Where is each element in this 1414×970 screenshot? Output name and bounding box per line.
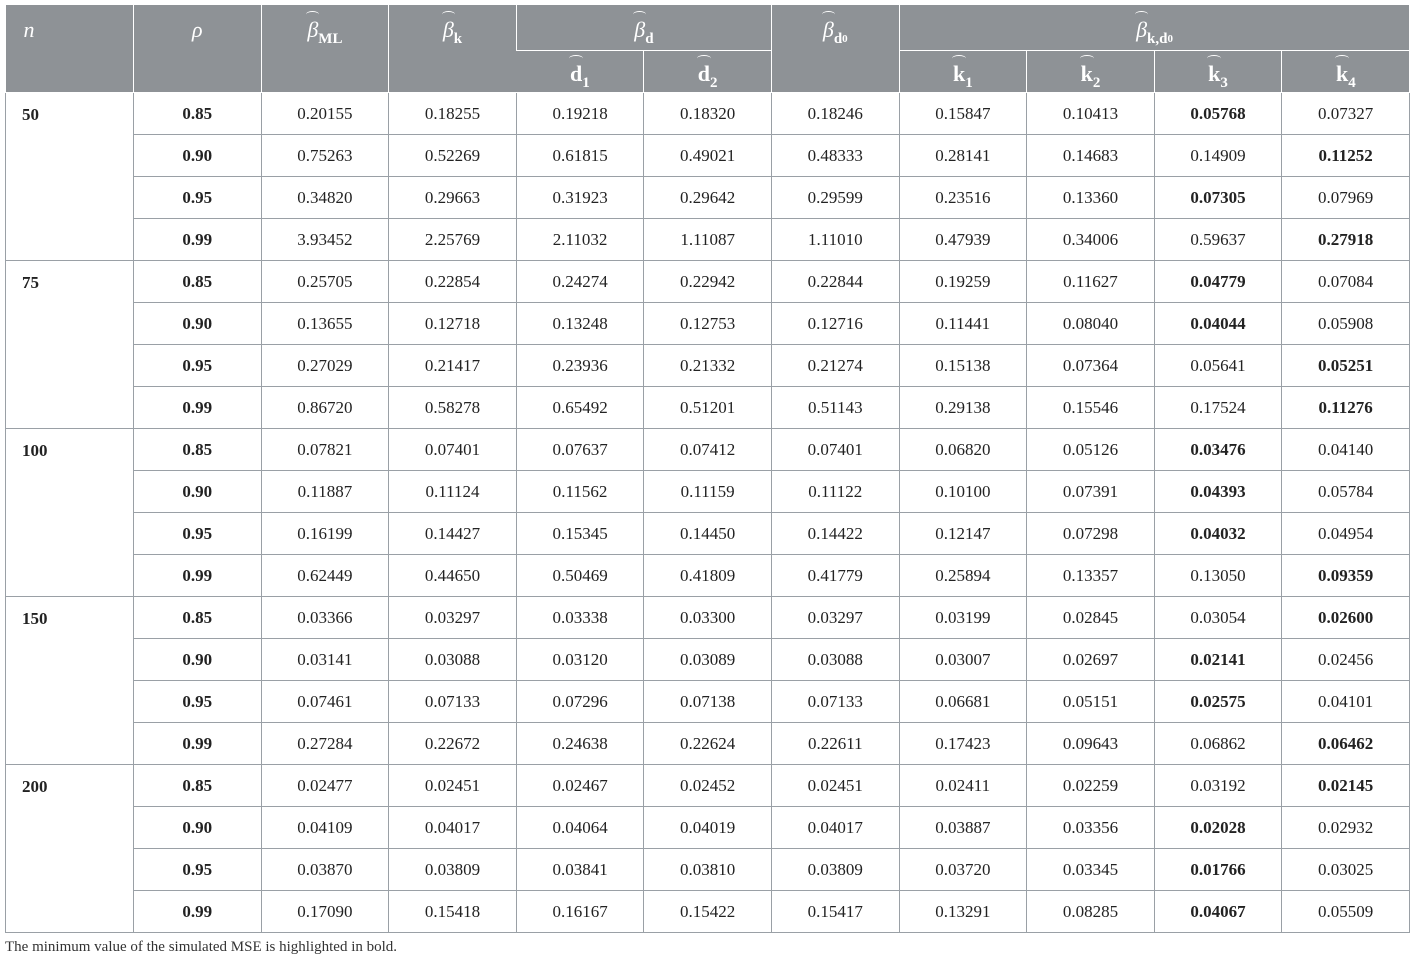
- mse-value-cell: 0.14422: [771, 513, 899, 555]
- mse-value-cell: 0.25894: [899, 555, 1027, 597]
- mse-value-cell: 0.09643: [1027, 723, 1155, 765]
- mse-value-cell: 0.04393: [1154, 471, 1282, 513]
- rho-cell: 0.85: [134, 261, 262, 303]
- mse-value-cell: 0.59637: [1154, 219, 1282, 261]
- mse-value-cell: 0.03297: [389, 597, 517, 639]
- mse-value-cell: 0.15847: [899, 93, 1027, 135]
- mse-value-cell: 0.13655: [261, 303, 389, 345]
- mse-value-cell: 0.04032: [1154, 513, 1282, 555]
- mse-value-cell: 0.03809: [389, 849, 517, 891]
- mse-value-cell: 0.62449: [261, 555, 389, 597]
- rho-cell: 0.85: [134, 765, 262, 807]
- mse-value-cell: 0.23516: [899, 177, 1027, 219]
- mse-value-cell: 0.13248: [516, 303, 644, 345]
- mse-value-cell: 0.11627: [1027, 261, 1155, 303]
- mse-value-cell: 0.29599: [771, 177, 899, 219]
- mse-value-cell: 0.06862: [1154, 723, 1282, 765]
- mse-value-cell: 0.19218: [516, 93, 644, 135]
- mse-value-cell: 1.11010: [771, 219, 899, 261]
- mse-value-cell: 0.07401: [771, 429, 899, 471]
- table-row: [6, 681, 1410, 723]
- header-beta-d: $\beta_d$: [516, 5, 771, 51]
- mse-value-cell: 0.34820: [261, 177, 389, 219]
- mse-value-cell: 0.03476: [1154, 429, 1282, 471]
- mse-value-cell: 0.06681: [899, 681, 1027, 723]
- mse-value-cell: 0.14450: [644, 513, 772, 555]
- mse-value-cell: 0.05768: [1154, 93, 1282, 135]
- mse-value-cell: 0.03345: [1027, 849, 1155, 891]
- mse-value-cell: 0.12718: [389, 303, 517, 345]
- mse-value-cell: 0.03870: [261, 849, 389, 891]
- mse-value-cell: 0.03199: [899, 597, 1027, 639]
- mse-value-cell: 0.07327: [1282, 93, 1410, 135]
- mse-value-cell: 0.24638: [516, 723, 644, 765]
- mse-value-cell: 0.03338: [516, 597, 644, 639]
- table-row: [6, 387, 1410, 429]
- mse-value-cell: 0.07305: [1154, 177, 1282, 219]
- table-row: [6, 261, 1410, 303]
- header-rho: ρ: [134, 5, 262, 93]
- mse-value-cell: 0.22844: [771, 261, 899, 303]
- table-row: [6, 597, 1410, 639]
- mse-value-cell: 3.93452: [261, 219, 389, 261]
- header-beta-ml: $\beta_{ML}$: [261, 5, 389, 93]
- mse-value-cell: 0.24274: [516, 261, 644, 303]
- rho-cell: 0.99: [134, 555, 262, 597]
- mse-value-cell: 0.31923: [516, 177, 644, 219]
- mse-value-cell: 0.13050: [1154, 555, 1282, 597]
- table-row: [6, 345, 1410, 387]
- mse-value-cell: 0.11124: [389, 471, 517, 513]
- mse-value-cell: 0.20155: [261, 93, 389, 135]
- table-row: [6, 513, 1410, 555]
- rho-cell: 0.90: [134, 639, 262, 681]
- mse-value-cell: 0.29138: [899, 387, 1027, 429]
- mse-value-cell: 0.15345: [516, 513, 644, 555]
- mse-value-cell: 0.04017: [389, 807, 517, 849]
- mse-value-cell: 0.03720: [899, 849, 1027, 891]
- mse-value-cell: 0.50469: [516, 555, 644, 597]
- mse-results-table: [5, 5, 1410, 933]
- mse-value-cell: 0.04109: [261, 807, 389, 849]
- mse-value-cell: 0.15418: [389, 891, 517, 933]
- rho-cell: 0.99: [134, 891, 262, 933]
- mse-value-cell: 0.12716: [771, 303, 899, 345]
- mse-value-cell: 0.02467: [516, 765, 644, 807]
- mse-value-cell: 0.04064: [516, 807, 644, 849]
- mse-value-cell: 0.03841: [516, 849, 644, 891]
- rho-cell: 0.95: [134, 849, 262, 891]
- mse-value-cell: 0.22854: [389, 261, 517, 303]
- mse-value-cell: 0.02932: [1282, 807, 1410, 849]
- table-row: [6, 723, 1410, 765]
- mse-value-cell: 0.04954: [1282, 513, 1410, 555]
- mse-value-cell: 0.07821: [261, 429, 389, 471]
- sample-size-cell: 150: [6, 597, 134, 765]
- header-beta-d0: $\beta_{d0}$: [771, 5, 899, 93]
- mse-value-cell: 0.03297: [771, 597, 899, 639]
- mse-value-cell: 0.18255: [389, 93, 517, 135]
- mse-value-cell: 0.27918: [1282, 219, 1410, 261]
- table-body: [6, 93, 1410, 933]
- mse-value-cell: 0.02477: [261, 765, 389, 807]
- mse-value-cell: 0.08285: [1027, 891, 1155, 933]
- mse-value-cell: 0.03809: [771, 849, 899, 891]
- mse-value-cell: 0.16167: [516, 891, 644, 933]
- mse-value-cell: 0.05908: [1282, 303, 1410, 345]
- mse-value-cell: 0.07298: [1027, 513, 1155, 555]
- mse-value-cell: 0.23936: [516, 345, 644, 387]
- mse-value-cell: 0.03810: [644, 849, 772, 891]
- rho-cell: 0.90: [134, 303, 262, 345]
- table-footnote: The minimum value of the simulated MSE is highlighted in bold.: [5, 939, 398, 955]
- mse-value-cell: 0.02575: [1154, 681, 1282, 723]
- mse-value-cell: 2.11032: [516, 219, 644, 261]
- mse-value-cell: 0.07138: [644, 681, 772, 723]
- header-d1: $d_1$: [516, 51, 644, 93]
- mse-value-cell: 0.03192: [1154, 765, 1282, 807]
- rho-cell: 0.95: [134, 345, 262, 387]
- mse-value-cell: 0.03088: [771, 639, 899, 681]
- header-beta-k: $\beta_k$: [389, 5, 517, 93]
- mse-value-cell: 0.02451: [389, 765, 517, 807]
- table-row: [6, 807, 1410, 849]
- mse-value-cell: 0.06462: [1282, 723, 1410, 765]
- mse-value-cell: 0.10100: [899, 471, 1027, 513]
- mse-value-cell: 0.34006: [1027, 219, 1155, 261]
- mse-value-cell: 0.07084: [1282, 261, 1410, 303]
- mse-value-cell: 0.11122: [771, 471, 899, 513]
- mse-value-cell: 0.17090: [261, 891, 389, 933]
- mse-value-cell: 0.41779: [771, 555, 899, 597]
- mse-value-cell: 0.75263: [261, 135, 389, 177]
- mse-value-cell: 0.14909: [1154, 135, 1282, 177]
- mse-value-cell: 0.07133: [389, 681, 517, 723]
- mse-value-cell: 0.02141: [1154, 639, 1282, 681]
- mse-value-cell: 0.04779: [1154, 261, 1282, 303]
- mse-value-cell: 0.06820: [899, 429, 1027, 471]
- mse-value-cell: 0.22624: [644, 723, 772, 765]
- mse-value-cell: 0.48333: [771, 135, 899, 177]
- mse-value-cell: 0.49021: [644, 135, 772, 177]
- mse-value-cell: 0.11276: [1282, 387, 1410, 429]
- mse-value-cell: 0.02845: [1027, 597, 1155, 639]
- mse-value-cell: 0.05784: [1282, 471, 1410, 513]
- mse-value-cell: 0.05126: [1027, 429, 1155, 471]
- mse-value-cell: 0.07364: [1027, 345, 1155, 387]
- mse-value-cell: 0.03025: [1282, 849, 1410, 891]
- rho-cell: 0.85: [134, 429, 262, 471]
- mse-value-cell: 0.11887: [261, 471, 389, 513]
- table-row: [6, 639, 1410, 681]
- rho-cell: 0.99: [134, 219, 262, 261]
- mse-value-cell: 0.02259: [1027, 765, 1155, 807]
- mse-value-cell: 1.11087: [644, 219, 772, 261]
- mse-value-cell: 0.03300: [644, 597, 772, 639]
- header-k1: $k_1$: [899, 51, 1027, 93]
- mse-value-cell: 0.07461: [261, 681, 389, 723]
- mse-value-cell: 0.07391: [1027, 471, 1155, 513]
- mse-value-cell: 0.03356: [1027, 807, 1155, 849]
- mse-value-cell: 0.29642: [644, 177, 772, 219]
- mse-value-cell: 0.07401: [389, 429, 517, 471]
- mse-value-cell: 0.02452: [644, 765, 772, 807]
- mse-value-cell: 0.11441: [899, 303, 1027, 345]
- mse-value-cell: 0.04019: [644, 807, 772, 849]
- table-row: [6, 303, 1410, 345]
- mse-value-cell: 0.04017: [771, 807, 899, 849]
- results-table-container: [5, 5, 1409, 956]
- mse-value-cell: 0.08040: [1027, 303, 1155, 345]
- table-row: [6, 93, 1410, 135]
- mse-value-cell: 0.07637: [516, 429, 644, 471]
- mse-value-cell: 0.02145: [1282, 765, 1410, 807]
- mse-value-cell: 0.04067: [1154, 891, 1282, 933]
- rho-cell: 0.95: [134, 681, 262, 723]
- mse-value-cell: 0.07133: [771, 681, 899, 723]
- mse-value-cell: 0.05509: [1282, 891, 1410, 933]
- mse-value-cell: 0.12147: [899, 513, 1027, 555]
- mse-value-cell: 0.10413: [1027, 93, 1155, 135]
- mse-value-cell: 0.03007: [899, 639, 1027, 681]
- rho-cell: 0.99: [134, 387, 262, 429]
- mse-value-cell: 0.15417: [771, 891, 899, 933]
- mse-value-cell: 0.27029: [261, 345, 389, 387]
- sample-size-cell: 200: [6, 765, 134, 933]
- mse-value-cell: 0.16199: [261, 513, 389, 555]
- table-row: [6, 429, 1410, 471]
- table-row: [6, 177, 1410, 219]
- table-row: [6, 219, 1410, 261]
- mse-value-cell: 0.21274: [771, 345, 899, 387]
- rho-cell: 0.95: [134, 513, 262, 555]
- mse-value-cell: 0.11562: [516, 471, 644, 513]
- mse-value-cell: 0.51201: [644, 387, 772, 429]
- mse-value-cell: 0.17423: [899, 723, 1027, 765]
- rho-cell: 0.95: [134, 177, 262, 219]
- rho-cell: 0.85: [134, 93, 262, 135]
- mse-value-cell: 0.05251: [1282, 345, 1410, 387]
- header-k2: $k_2$: [1027, 51, 1155, 93]
- rho-cell: 0.90: [134, 471, 262, 513]
- table-row: [6, 135, 1410, 177]
- mse-value-cell: 0.21332: [644, 345, 772, 387]
- mse-value-cell: 0.03366: [261, 597, 389, 639]
- mse-value-cell: 0.19259: [899, 261, 1027, 303]
- mse-value-cell: 0.15138: [899, 345, 1027, 387]
- mse-value-cell: 0.14427: [389, 513, 517, 555]
- mse-value-cell: 0.07296: [516, 681, 644, 723]
- rho-cell: 0.90: [134, 135, 262, 177]
- mse-value-cell: 0.11252: [1282, 135, 1410, 177]
- mse-value-cell: 0.61815: [516, 135, 644, 177]
- table-header: [6, 5, 1410, 93]
- mse-value-cell: 0.03141: [261, 639, 389, 681]
- mse-value-cell: 0.22942: [644, 261, 772, 303]
- mse-value-cell: 0.47939: [899, 219, 1027, 261]
- mse-value-cell: 0.05151: [1027, 681, 1155, 723]
- table-row: [6, 555, 1410, 597]
- rho-cell: 0.90: [134, 807, 262, 849]
- mse-value-cell: 0.15546: [1027, 387, 1155, 429]
- table-row: [6, 471, 1410, 513]
- mse-value-cell: 0.02028: [1154, 807, 1282, 849]
- sample-size-cell: 75: [6, 261, 134, 429]
- mse-value-cell: 0.27284: [261, 723, 389, 765]
- mse-value-cell: 0.15422: [644, 891, 772, 933]
- mse-value-cell: 0.05641: [1154, 345, 1282, 387]
- mse-value-cell: 0.04101: [1282, 681, 1410, 723]
- mse-value-cell: 0.03089: [644, 639, 772, 681]
- mse-value-cell: 0.07969: [1282, 177, 1410, 219]
- mse-value-cell: 0.65492: [516, 387, 644, 429]
- mse-value-cell: 0.02451: [771, 765, 899, 807]
- table-row: [6, 765, 1410, 807]
- mse-value-cell: 2.25769: [389, 219, 517, 261]
- mse-value-cell: 0.18320: [644, 93, 772, 135]
- mse-value-cell: 0.14683: [1027, 135, 1155, 177]
- rho-cell: 0.99: [134, 723, 262, 765]
- mse-value-cell: 0.02411: [899, 765, 1027, 807]
- mse-value-cell: 0.41809: [644, 555, 772, 597]
- mse-value-cell: 0.09359: [1282, 555, 1410, 597]
- sample-size-cell: 100: [6, 429, 134, 597]
- mse-value-cell: 0.03054: [1154, 597, 1282, 639]
- header-d2: $d_2$: [644, 51, 772, 93]
- mse-value-cell: 0.25705: [261, 261, 389, 303]
- sample-size-cell: 50: [6, 93, 134, 261]
- table-row: [6, 891, 1410, 933]
- mse-value-cell: 0.22672: [389, 723, 517, 765]
- mse-value-cell: 0.52269: [389, 135, 517, 177]
- mse-value-cell: 0.86720: [261, 387, 389, 429]
- mse-value-cell: 0.04140: [1282, 429, 1410, 471]
- mse-value-cell: 0.13357: [1027, 555, 1155, 597]
- mse-value-cell: 0.58278: [389, 387, 517, 429]
- mse-value-cell: 0.21417: [389, 345, 517, 387]
- mse-value-cell: 0.02697: [1027, 639, 1155, 681]
- header-k4: $k_4$: [1282, 51, 1410, 93]
- mse-value-cell: 0.11159: [644, 471, 772, 513]
- mse-value-cell: 0.01766: [1154, 849, 1282, 891]
- mse-value-cell: 0.18246: [771, 93, 899, 135]
- mse-value-cell: 0.51143: [771, 387, 899, 429]
- header-k3: $k_3$: [1154, 51, 1282, 93]
- mse-value-cell: 0.07412: [644, 429, 772, 471]
- mse-value-cell: 0.03088: [389, 639, 517, 681]
- mse-value-cell: 0.03887: [899, 807, 1027, 849]
- mse-value-cell: 0.28141: [899, 135, 1027, 177]
- mse-value-cell: 0.04044: [1154, 303, 1282, 345]
- mse-value-cell: 0.13291: [899, 891, 1027, 933]
- mse-value-cell: 0.22611: [771, 723, 899, 765]
- mse-value-cell: 0.12753: [644, 303, 772, 345]
- mse-value-cell: 0.02456: [1282, 639, 1410, 681]
- rho-cell: 0.85: [134, 597, 262, 639]
- mse-value-cell: 0.29663: [389, 177, 517, 219]
- header-n: n: [6, 5, 134, 93]
- mse-value-cell: 0.44650: [389, 555, 517, 597]
- mse-value-cell: 0.17524: [1154, 387, 1282, 429]
- mse-value-cell: 0.13360: [1027, 177, 1155, 219]
- mse-value-cell: 0.03120: [516, 639, 644, 681]
- table-row: [6, 849, 1410, 891]
- header-beta-kd0: $\beta_{k,d0}$: [899, 5, 1409, 51]
- mse-value-cell: 0.02600: [1282, 597, 1410, 639]
